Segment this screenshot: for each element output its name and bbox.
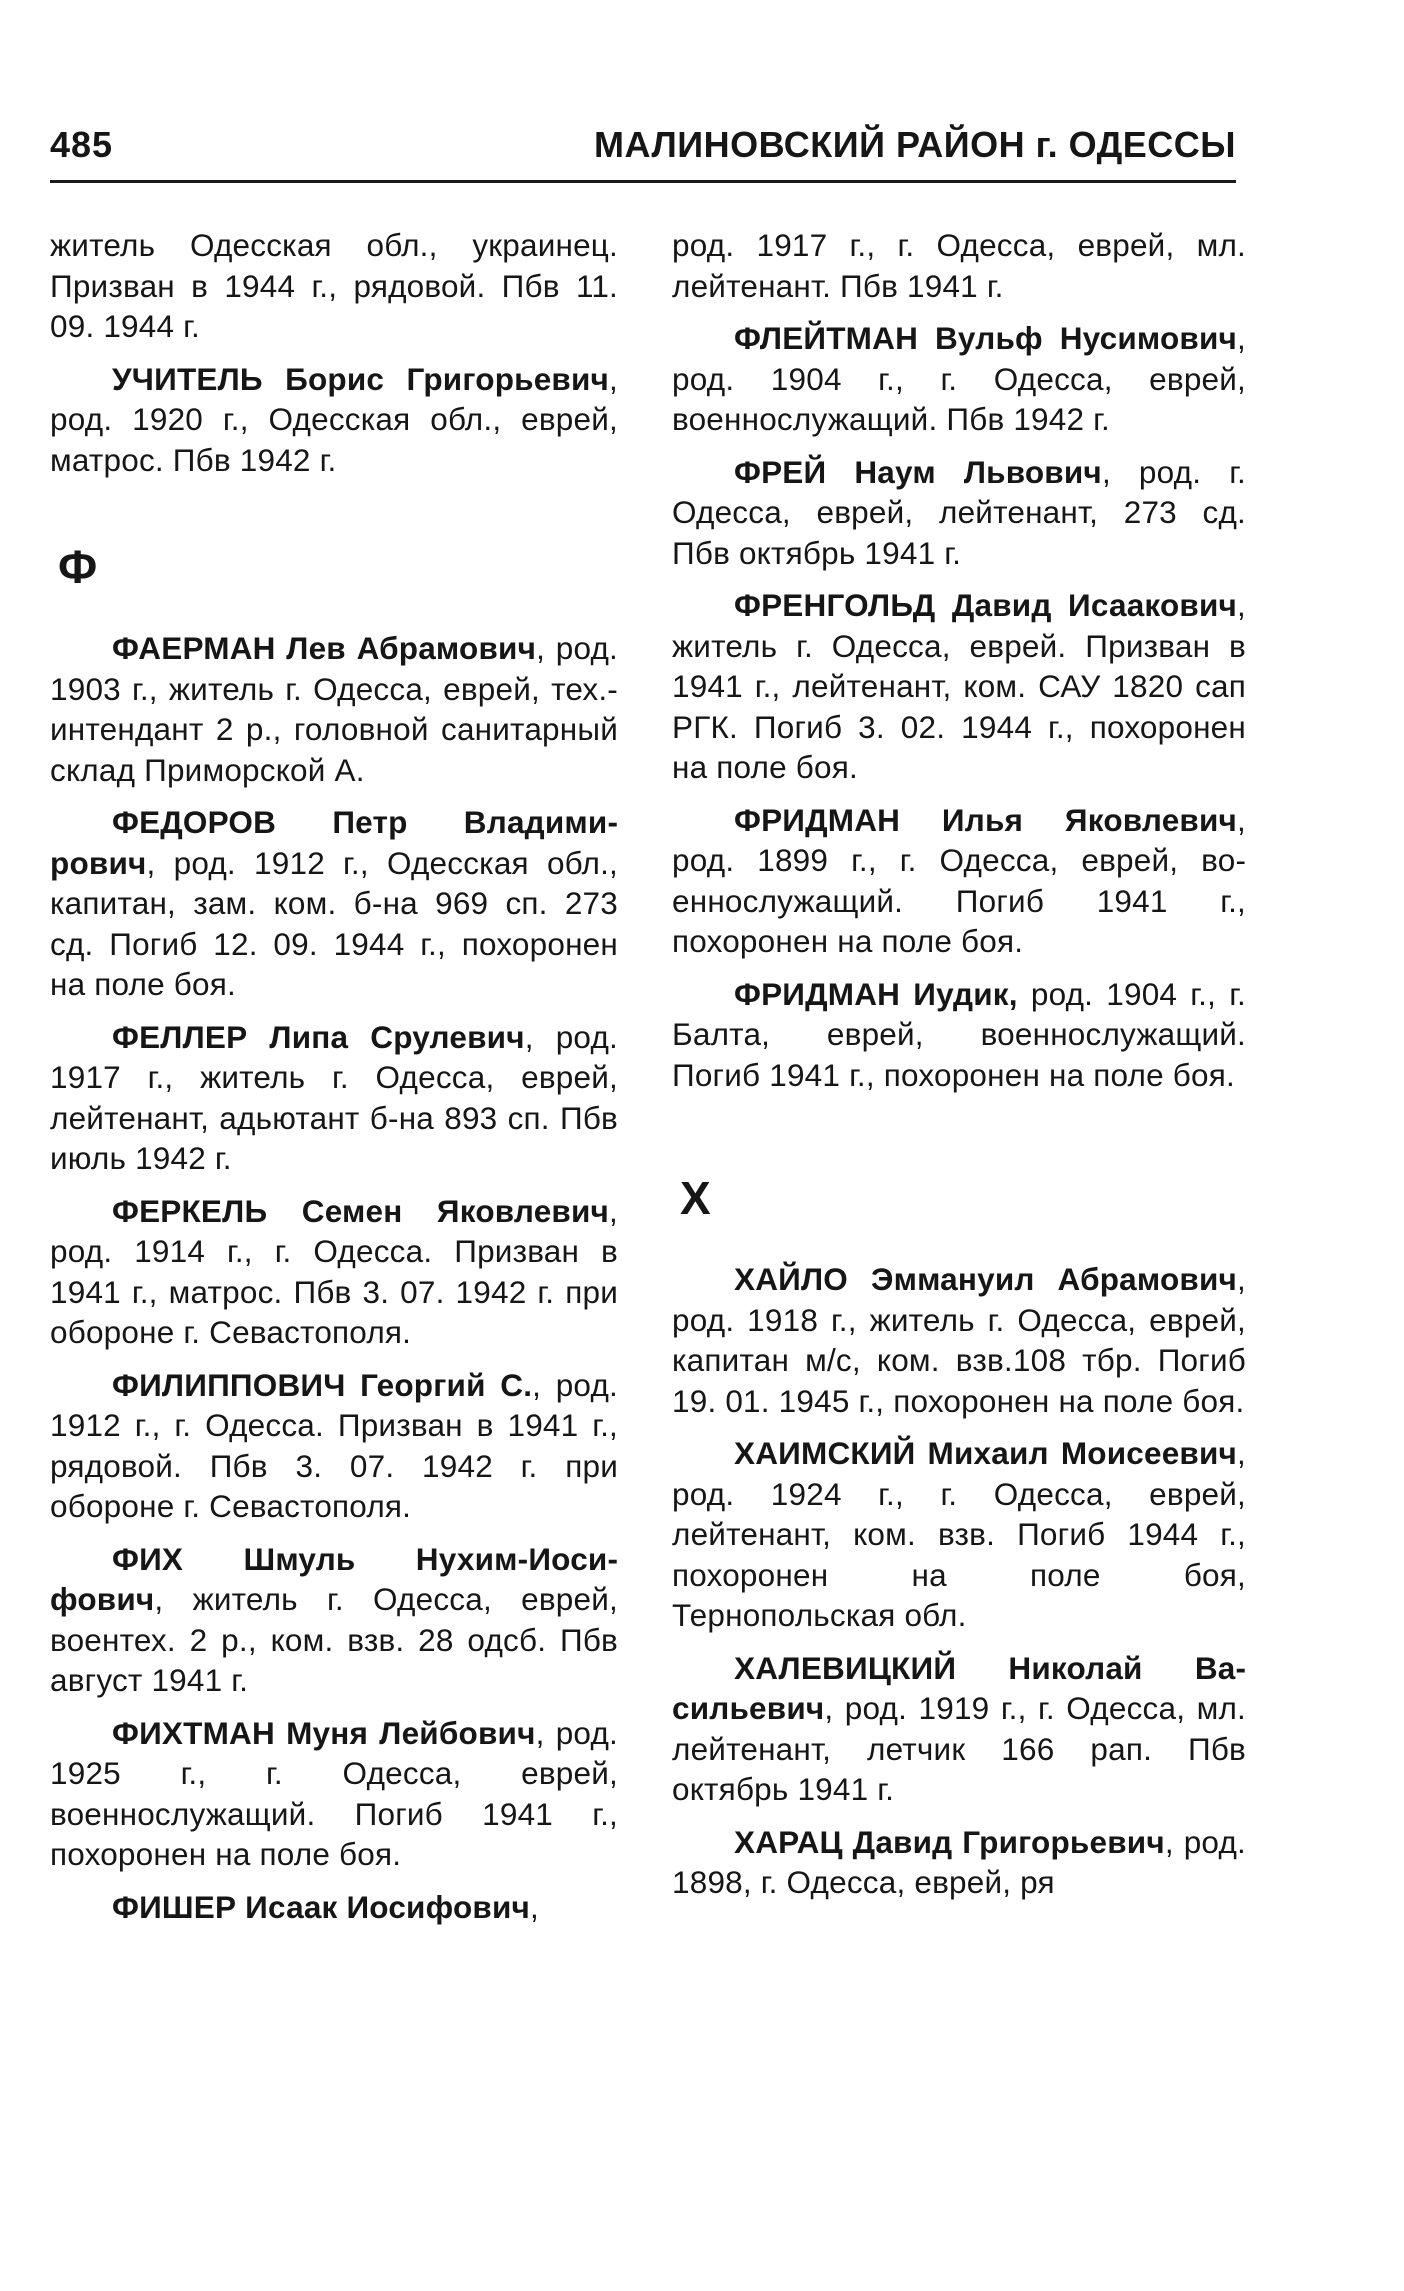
entry-continuation: род. 1917 г., г. Одесса, еврей, мл. лейтенант. Пбв 1941 г.	[672, 227, 1246, 304]
entry-text: , житель г. Одесса, еврей, воентех. 2 р., ком. взв. 28 одсб. Пбв август 1941 г.	[50, 1581, 618, 1698]
entry-name: ФРИДМАН Илья Яковлевич	[734, 801, 1238, 838]
entry-name: ХАИМСКИЙ Михаил Моисеевич	[734, 1435, 1238, 1471]
entry-khalevitsky	[672, 1648, 1246, 1810]
entry-fridman-ilya	[672, 800, 1246, 962]
entry-text: , род. 1925 г., г. Одесса, еврей, военнослужащий. Погиб 1941 г., похоронен на поле боя.	[50, 1714, 618, 1872]
entry-name: ФЕРКЕЛЬ Семен Яковлевич	[112, 1192, 610, 1229]
entry-name: ФИХ Шмуль Нухим-Иосифович	[50, 1540, 618, 1617]
entry-fikh	[50, 1539, 618, 1701]
entry-text: , род. 1903 г., житель г. Одесса, еврей, тех.-интендант 2 р., головной санитарный склад Приморской А.	[50, 630, 619, 788]
entry-text: , род. 1917 г., житель г. Одесса, еврей, лейтенант, адьютант б-на 893 сп. Пбв июль 1942 г.	[50, 1018, 618, 1176]
entry-name: ХАЙЛО Эммануил Абрамович	[734, 1261, 1238, 1297]
entry-name: ФЕДОРОВ Петр Владимирович	[50, 804, 618, 881]
entry-text: , род. 1898, г. Одесса, еврей, ря	[672, 1823, 1246, 1900]
entry-frengold	[672, 585, 1246, 788]
entry-faerman	[50, 628, 618, 790]
entry-text: , род. 1904 г., г. Одесса, еврей, военнослужащий. Пбв 1942 г.	[672, 320, 1246, 437]
entry-fleitman	[672, 318, 1246, 440]
entry-fikhtman	[50, 1713, 618, 1875]
entry-text: , род. 1924 г., г. Одесса, еврей, лейтенант, ком. взв. Погиб 1944 г., похоронен на поле боя, Тернопольская обл.	[672, 1435, 1246, 1633]
entry-text: , род. 1912 г., Одесская обл., капитан, зам. ком. б-на 969 сп. 273 сд. Погиб 12. 09. 1944 г., похоронен на поле боя.	[50, 844, 618, 1002]
entry-text: , род. 1899 г., г. Одесса, еврей, военнослужащий. Погиб 1941 г., похоронен на поле боя.	[672, 801, 1246, 959]
entry-text: , житель г. Одесса, еврей. Призван в 1941 г., лейтенант, ком. САУ 1820 сап РГК. Погиб 3. 02. 1944 г., похоронен на поле боя.	[672, 587, 1246, 785]
entry-name: ФАЕРМАН Лев Абрамович	[112, 630, 537, 666]
entry-khailo	[672, 1259, 1246, 1421]
entry-name: ФРЕНГОЛЬД Давид Исаакович	[734, 587, 1238, 623]
right-column	[672, 225, 1246, 1915]
entry-text: , род. 1919 г., г. Одесса, мл. лейтенант, летчик 166 рап. Пбв октябрь 1941 г.	[672, 1690, 1246, 1807]
entry-frei	[672, 452, 1246, 574]
entry-fridman-iudik	[672, 974, 1246, 1096]
entry-name: ФИЛИППОВИЧ Георгий С.	[112, 1366, 533, 1403]
entry-text: , род. 1918 г., житель г. Одесса, еврей, капитан м/с, ком. взв.108 тбр. Погиб 19. 01. 1945 г., похоронен на поле боя.	[672, 1261, 1246, 1419]
entry-name: ФЕЛЛЕР Липа Срулевич	[112, 1018, 525, 1055]
entry-name: ФИШЕР Исаак Иосифович	[112, 1888, 531, 1925]
entry-khaimsky	[672, 1433, 1246, 1636]
entry-text: ,	[530, 1888, 539, 1925]
left-column	[50, 225, 618, 1939]
entry-text: , род. 1914 г., г. Одесса. Призван в 1941 г., матрос. Пбв 3. 07. 1942 г. при обороне г. Севастополя.	[50, 1192, 618, 1350]
entry-uchitel	[50, 359, 618, 481]
entry-fedorov	[50, 802, 618, 1005]
entry-fisher	[50, 1887, 618, 1928]
entry-name: ФРЕЙ Наум Львович	[734, 453, 1102, 490]
entry-text: , род. 1920 г., Одесская обл., еврей, матрос. Пбв 1942 г.	[50, 360, 618, 478]
entry-text: , род. 1912 г., г. Одесса. Призван в 1941 г., рядовой. Пбв 3. 07. 1942 г. при обороне г. Севастополя.	[50, 1366, 618, 1524]
entry-kharats	[672, 1822, 1246, 1903]
letter-heading-f: Ф	[58, 541, 98, 593]
entry-name: ФИХТМАН Муня Лейбович	[112, 1714, 536, 1751]
entry-filippovich	[50, 1365, 618, 1527]
entry-feller	[50, 1017, 618, 1179]
entry-name: ХАРАЦ Давид Григорьевич	[734, 1823, 1165, 1860]
entry-text: , род. г. Одесса, еврей, лейтенант, 273 сд. Пбв октябрь 1941 г.	[672, 453, 1246, 571]
entry-ferkel	[50, 1191, 618, 1353]
running-title: МАЛИНОВСКИЙ РАЙОН г. ОДЕССЫ	[594, 124, 1236, 165]
entry-name: ФЛЕЙТМАН Вульф Нусимович	[734, 320, 1238, 356]
entry-name: УЧИТЕЛЬ Борис Григорьевич	[112, 360, 610, 397]
page-number: 485	[50, 124, 114, 165]
entry-name: ХАЛЕВИЦКИЙ Николай Васильевич	[672, 1649, 1246, 1726]
letter-heading-h: Х	[680, 1172, 711, 1224]
entry-text: род. 1904 г., г. Балта, еврей, военнослужащий. Погиб 1941 г., похоронен на поле боя.	[672, 975, 1246, 1093]
entry-name: ФРИДМАН Иудик,	[734, 975, 1018, 1012]
page-header	[50, 118, 1236, 183]
entry-continuation: житель Одесская обл., украинец. Призван в 1944 г., рядовой. Пбв 11. 09. 1944 г.	[50, 227, 618, 344]
